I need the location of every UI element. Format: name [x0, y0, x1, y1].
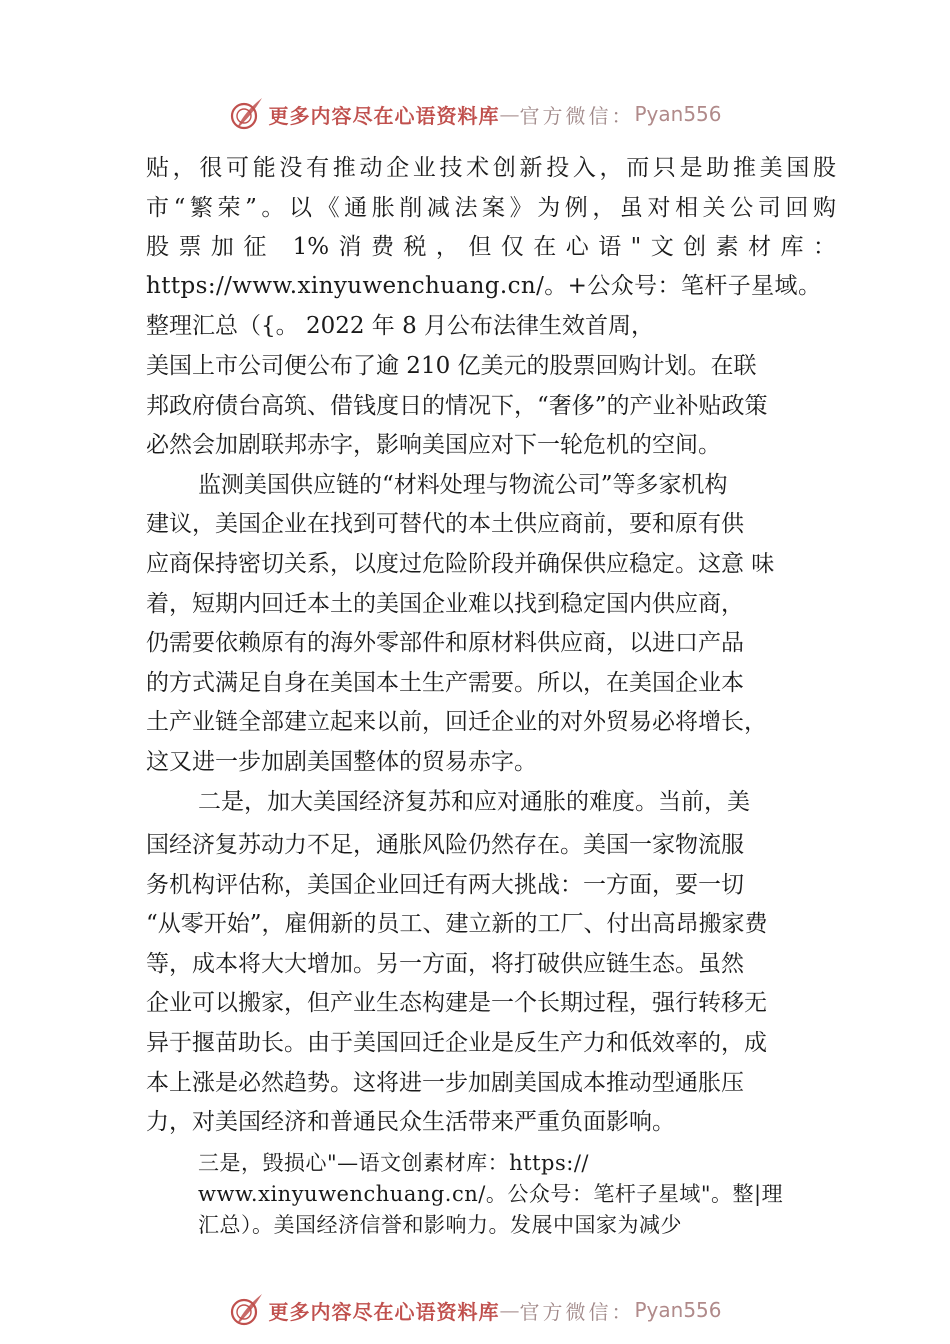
banner-separator: — [499, 102, 520, 126]
text-line: 整理汇总（{。 2022 年 8 月公布法律生效首周， [146, 313, 655, 339]
text-line: 异于揠苗助长。由于美国回迁企业是反生产力和低效率的，成 [146, 1030, 767, 1056]
text-line: 建议，美国企业在找到可替代的本土供应商前，要和原有供 [146, 511, 744, 537]
quill-seal-logo-icon [228, 96, 264, 132]
banner-wechat-label: 官方微信： [519, 103, 635, 128]
footer-banner [0, 1290, 950, 1330]
text-line: 本上涨是必然趋势。这将进一步加剧美国成本推动型通胀压 [146, 1070, 744, 1096]
text-line: 务机构评估称，美国企业回迁有两大挑战：一方面，要一切 [146, 872, 744, 898]
text-line: 应商保持密切关系，以度过危险阶段并确保供应稳定。这意 味 [146, 551, 775, 577]
text-line: 国经济复苏动力不足，通胀风险仍然存在。美国一家物流服 [146, 832, 744, 858]
paragraph-first-line: 三是，毁损心"—语文创素材库：https:// [198, 1151, 590, 1175]
text-line: 土产业链全部建立起来以前，回迁企业的对外贸易必将增长， [146, 709, 767, 735]
banner-title: 更多内容尽在心语资料库 [268, 103, 500, 128]
paragraph-first-line: 监测美国供应链的“材料处理与物流公司”等多家机构 [198, 472, 728, 498]
text-line: 市“繁荣”。以《通胀削减法案》为例，虽对相关公司回购 [146, 195, 836, 221]
text-line: 美国上市公司便公布了逾 210 亿美元的股票回购计划。在联 [146, 353, 757, 379]
text-line: “从零开始”，雇佣新的员工、建立新的工厂、付出高昂搬家费 [146, 911, 768, 937]
text-line: 力，对美国经济和普通民众生活带来严重负面影响。 [146, 1109, 675, 1135]
banner-wechat-id: Pyan556 [634, 102, 722, 126]
text-line: 贴，很可能没有推动企业技术创新投入，而只是助推美国股 [146, 155, 836, 181]
text-line: 汇总）。美国经济信誉和影响力。发展中国家为减少 [198, 1213, 682, 1237]
text-line: 的方式满足自身在美国本土生产需要。所以，在美国企业本 [146, 670, 744, 696]
banner-title: 更多内容尽在心语资料库 [268, 1299, 500, 1324]
text-line: 着，短期内回迁本土的美国企业难以找到稳定国内供应商， [146, 591, 744, 617]
text-line: 必然会加剧联邦赤字，影响美国应对下一轮危机的空间。 [146, 432, 721, 458]
header-banner [0, 94, 950, 134]
quill-seal-logo-icon [228, 1292, 264, 1328]
text-line: 仍需要依赖原有的海外零部件和原材料供应商，以进口产品 [146, 630, 744, 656]
text-line: 这又进一步加剧美国整体的贸易赤字。 [146, 749, 537, 775]
text-line: www.xinyuwenchuang.cn/。公众号：笔杆子星域"。整|理 [198, 1182, 784, 1206]
text-line: 邦政府债台高筑、借钱度日的情况下，“奢侈”的产业补贴政策 [146, 393, 768, 419]
banner-separator: — [499, 1298, 520, 1322]
paragraph-first-line: 二是，加大美国经济复苏和应对通胀的难度。当前，美 [198, 789, 750, 815]
text-line: https://www.xinyuwenchuang.cn/。+公众号：笔杆子星域。 [146, 273, 822, 299]
text-line: 企业可以搬家，但产业生态构建是一个长期过程，强行转移无 [146, 990, 767, 1016]
text-line: 等，成本将大大增加。另一方面，将打破供应链生态。虽然 [146, 951, 744, 977]
text-line: 股票加征 1%消费税，但仅在心语"文创素材库： [146, 234, 836, 260]
banner-wechat-id: Pyan556 [634, 1298, 722, 1322]
banner-wechat-label: 官方微信： [519, 1299, 635, 1324]
